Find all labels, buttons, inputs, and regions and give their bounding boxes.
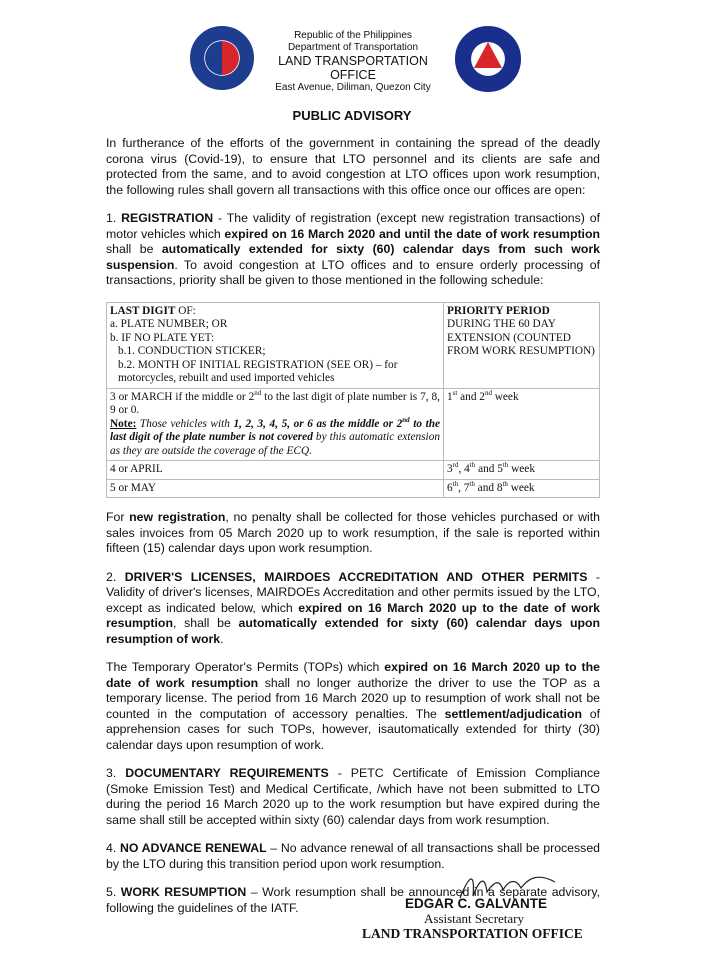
signatory-office: LAND TRANSPORTATION OFFICE (362, 926, 583, 941)
header-item-b1: b.1. CONDUCTION STICKER; (118, 345, 266, 357)
text: of apprehension cases for such TOPs, however, isautomatically extended for thirty (30) calendar days upon resumption of work. (106, 706, 600, 752)
week: week (508, 463, 535, 475)
priority-header-rest: DURING THE 60 DAY EXTENSION (COUNTED FROM WORK RESUMPTION) (447, 318, 595, 357)
header-line1: Republic of the Philippines (294, 30, 412, 41)
week: week (507, 481, 535, 494)
text: The Temporary Operator's Permits (TOPs) which (106, 660, 385, 674)
text: 5. (106, 885, 121, 899)
paragraph (106, 136, 600, 198)
header-item-a: a. PLATE NUMBER; OR (110, 318, 228, 330)
text: . (220, 631, 224, 646)
bold-text: REGISTRATION (121, 211, 214, 225)
row1-text: 3 or MARCH if the middle or 2 (110, 390, 255, 403)
letterhead-text (258, 30, 448, 94)
text: 4. (106, 841, 120, 855)
bold-text: DRIVER'S LICENSES, MAIRDOES ACCREDITATION AND OTHER PERMITS (124, 569, 588, 584)
text: shall no longer authorize the driver to use the TOP as a temporary license. The period from 16 March 2020 up to resumption of work shall not be counted in the computation of accessory penalties. The (106, 675, 600, 721)
paragraph (106, 570, 600, 648)
sup: st (452, 388, 458, 397)
row2-left: 4 or APRIL (107, 461, 444, 480)
text: - PETC Certificate of Emission Compliance (Smoke Emission Test) and Medical Certificate, /which have not been submitted to LTO during the period 16 March 2020 up to the work resumption but have expired during the same shall still be accepted within sixty (60) calendar days from work resumption. (106, 766, 600, 827)
note-label: Note: (110, 417, 137, 430)
sup: th (469, 461, 476, 470)
week: week (491, 390, 519, 403)
dotr-seal-logo (190, 26, 254, 90)
text: 3. (106, 766, 126, 780)
row2-right (444, 461, 600, 480)
row3-left: 5 or MAY (107, 479, 444, 498)
header-rest: OF: (175, 304, 196, 317)
bold-text: expired on 16 March 2020 up to the date of work resumption (106, 600, 600, 630)
paragraph (106, 660, 600, 753)
text: . To avoid congestion at LTO offices and to ensure orderly processing of transactions, priority shall be given to those mentioned in the following schedule: (106, 257, 600, 287)
row1-text: to the last digit of plate number is 7, 8, 9 or 0. (110, 390, 440, 416)
header-cell-priority (444, 302, 600, 388)
paragraph (106, 211, 600, 289)
text: – Work resumption shall be announced in a separate advisory, following the guidelines of the IATF. (106, 885, 600, 915)
text: - The validity of registration (except new registration transactions) of motor vehicles which (106, 211, 600, 241)
week: and 2 (457, 390, 485, 403)
paragraph (106, 510, 600, 557)
text: – No advance renewal of all transactions shall be processed by the LTO during this transition period upon work resumption. (106, 841, 600, 871)
bold-text: automatically extended for sixty (60) calendar days from such work suspension (106, 242, 600, 272)
table-row (107, 388, 600, 461)
text: For (106, 510, 130, 524)
sup: nd (402, 415, 410, 424)
text: 1. (106, 211, 122, 225)
letterhead (0, 22, 704, 92)
signatory-name: EDGAR C. GALVANTE (405, 896, 548, 911)
week: 3 (447, 463, 453, 475)
sup: nd (254, 388, 262, 397)
week: 6 (447, 481, 453, 494)
row1-right (444, 388, 600, 461)
paragraph (106, 766, 600, 828)
bold-text: automatically extended for sixty (60) calendar days upon resumption of work (106, 616, 601, 646)
header-office: LAND TRANSPORTATION OFFICE (278, 54, 428, 82)
bold-text: DOCUMENTARY REQUIREMENTS (125, 766, 329, 780)
priority-header-bold: PRIORITY PERIOD (447, 304, 550, 317)
sup: th (469, 479, 475, 488)
lto-seal-logo (455, 26, 521, 92)
priority-schedule-table (106, 302, 600, 499)
bold-text: WORK RESUMPTION (120, 885, 247, 899)
sup: th (502, 461, 509, 470)
header-cell-last-digit (107, 302, 444, 388)
week: , 4 (458, 463, 470, 475)
week: 1 (447, 390, 453, 403)
page-title: PUBLIC ADVISORY (292, 108, 412, 123)
bold-text: expired on 16 March 2020 up to the date of work resumption (106, 660, 600, 690)
paragraphs-before (106, 136, 600, 289)
bold-text: NO ADVANCE RENEWAL (119, 841, 267, 855)
text: , shall be (172, 616, 239, 630)
sup: th (452, 479, 459, 488)
text: 2. (106, 569, 125, 584)
note-bold: to the last digit of the plate number is not covered (110, 417, 441, 443)
header-line2: Department of Transportation (287, 42, 419, 53)
text: shall be (106, 242, 162, 256)
table-row (107, 479, 600, 498)
bold-text: expired on 16 March 2020 and until the date of work resumption (224, 226, 600, 241)
header-bold: LAST DIGIT (110, 304, 176, 317)
header-item-b2: b.2. MONTH OF INITIAL REGISTRATION (SEE OR) – for motorcycles, rebuilt and used imported vehicles (118, 358, 398, 384)
week: , 7 (458, 481, 470, 494)
note-bold: 1, 2, 3, 4, 5, or 6 as the middle or 2 (233, 417, 403, 430)
text: In furtherance of the efforts of the government in containing the spread of the deadly corona virus (Covid-19), to ensure that LTO personnel and its clients are safe and protected from the same, and to avoid congestion at LTO offices upon work resumption, the following rules shall govern all transactions with this office once our offices are open: (106, 136, 600, 197)
sup: rd (452, 461, 459, 470)
sup: th (502, 479, 508, 488)
note-text: by this automatic extension as they are outside the coverage of the ECQ. (110, 431, 440, 457)
signatory-position: Assistant Secretary (424, 911, 525, 926)
bold-text: new registration (129, 510, 226, 524)
sup: nd (484, 388, 492, 397)
header-item-b: b. IF NO PLATE YET: (110, 331, 215, 344)
paragraphs-after (106, 510, 600, 916)
bold-text: settlement/adjudication (444, 706, 582, 721)
row1-left (107, 388, 444, 461)
note-text: Those vehicles with (136, 417, 234, 430)
table-header-row (107, 302, 600, 388)
week: and 8 (474, 481, 503, 494)
table-row (107, 461, 600, 480)
text: - Validity of driver's licenses, MAIRDOEs Accreditation and other permits issued by the LTO, except as indicated below, which (106, 569, 600, 615)
header-address: East Avenue, Diliman, Quezon City (275, 82, 431, 93)
row3-right (444, 479, 600, 498)
text: , no penalty shall be collected for those vehicles purchased or with sales invoices from 05 March 2020 up to work resumption, if the sale is reported within fifteen (15) calendar days upon work resumption. (106, 510, 600, 555)
week: and 5 (475, 463, 503, 475)
advisory-body (106, 136, 600, 929)
